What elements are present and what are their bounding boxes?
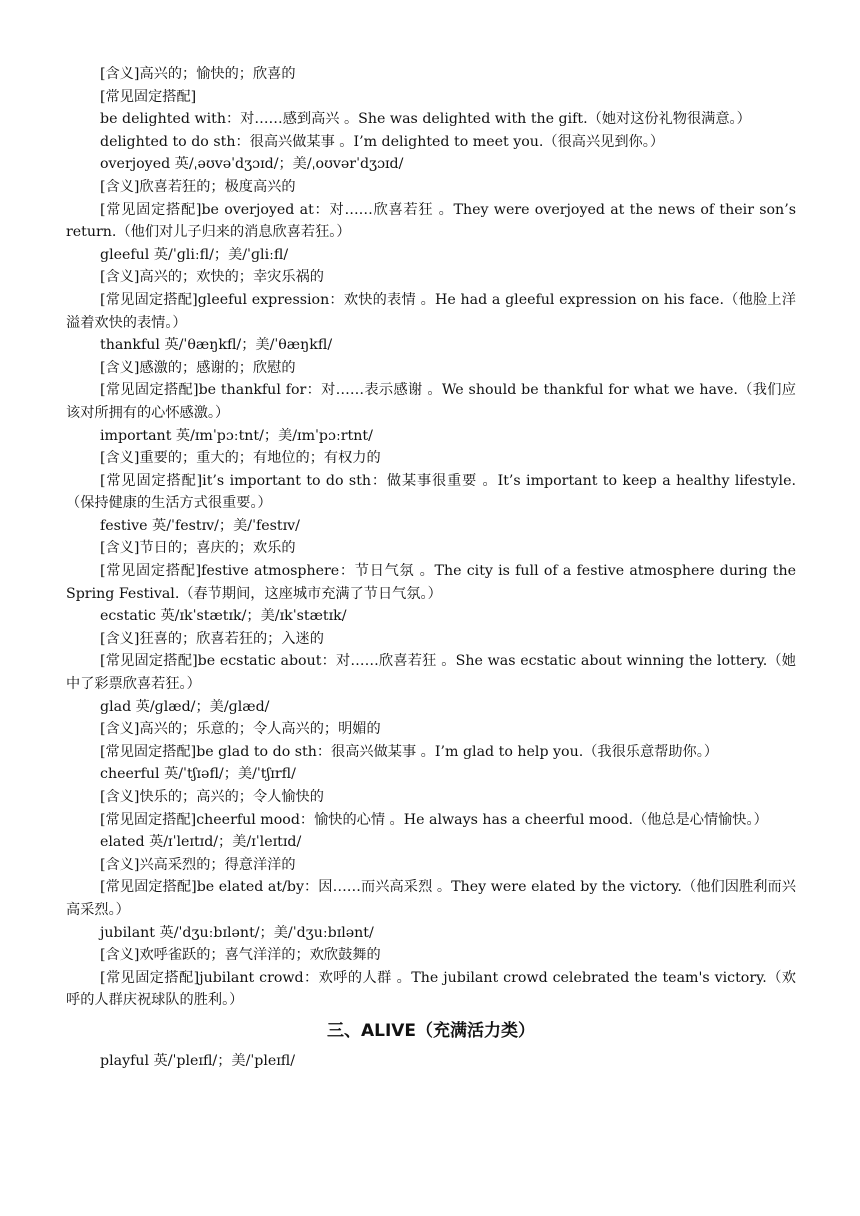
paragraph: thankful 英/ˈθæŋkfl/；美/ˈθæŋkfl/ xyxy=(100,337,333,354)
paragraph: [常见固定搭配]cheerful mood：愉快的心情 。He always has a cheerful mood.（他总是心情愉快。） xyxy=(100,811,768,828)
paragraph: [含义]欣喜若狂的；极度高兴的 xyxy=(100,178,296,195)
paragraph: [常见固定搭配]jubilant crowd：欢呼的人群 。The jubilant crowd celebrated the team's victory.（欢呼的人群庆祝球队的胜利。） xyxy=(66,969,796,1009)
document-body xyxy=(66,63,796,1073)
paragraph: [常见固定搭配]be elated at/by：因……而兴高采烈 。They were elated by the victory.（他们因胜利而兴高采烈。） xyxy=(66,879,796,918)
paragraph: festive 英/ˈfestɪv/；美/ˈfestɪv/ xyxy=(100,517,300,534)
section-heading: 三、ALIVE（充满活力类） xyxy=(326,1020,536,1041)
paragraph: ecstatic 英/ɪkˈstætɪk/；美/ɪkˈstætɪk/ xyxy=(100,608,347,625)
paragraph: overjoyed 英/ˌəʊvəˈdʒɔɪd/；美/ˌoʊvərˈdʒɔɪd/ xyxy=(100,156,404,173)
paragraph: [含义]高兴的；乐意的；令人高兴的；明媚的 xyxy=(100,721,381,738)
paragraph: [含义]兴高采烈的；得意洋洋的 xyxy=(100,856,296,873)
paragraph: be delighted with：对……感到高兴 。She was delighted with the gift.（她对这份礼物很满意。） xyxy=(100,111,751,128)
paragraph: [常见固定搭配]it’s important to do sth：做某事很重要 。It’s important to keep a healthy lifestyle.（保持健康的生活方式很重要。） xyxy=(66,472,796,512)
paragraph: [含义]高兴的；欢快的；幸灾乐祸的 xyxy=(100,269,324,286)
paragraph: [含义]感激的；感谢的；欣慰的 xyxy=(100,359,296,376)
paragraph: [含义]节日的；喜庆的；欢乐的 xyxy=(100,540,296,557)
paragraph: [常见固定搭配]festive atmosphere：节日气氛 。The city is full of a festive atmosphere during the Spring Festival.（春节期间，这座城市充满了节日气氛。） xyxy=(66,563,796,602)
paragraph: [含义]快乐的；高兴的；令人愉快的 xyxy=(100,789,324,805)
paragraph: elated 英/ɪˈleɪtɪd/；美/ɪˈleɪtɪd/ xyxy=(100,834,302,851)
paragraph: jubilant 英/ˈdʒuːbɪlənt/；美/ˈdʒuːbɪlənt/ xyxy=(100,924,374,941)
paragraph: [含义]高兴的；愉快的；欣喜的 xyxy=(100,66,296,82)
paragraph: glad 英/ɡlæd/；美/ɡlæd/ xyxy=(100,698,270,715)
paragraph: playful 英/ˈpleɪfl/；美/ˈpleɪfl/ xyxy=(100,1052,296,1069)
paragraph: [含义]重要的；重大的；有地位的；有权力的 xyxy=(100,450,381,467)
paragraph: [常见固定搭配]be ecstatic about：对……欣喜若狂 。She was ecstatic about winning the lottery.（她中了彩票欣喜若狂。） xyxy=(66,653,796,693)
paragraph: [常见固定搭配]be overjoyed at：对……欣喜若狂 。They were overjoyed at the news of their son’s return.（他们对儿子归来的消息欣喜若狂。） xyxy=(66,201,796,241)
paragraph: [常见固定搭配]be glad to do sth：很高兴做某事 。I’m glad to help you.（我很乐意帮助你。） xyxy=(100,743,719,760)
paragraph: important 英/ɪmˈpɔːtnt/；美/ɪmˈpɔːrtnt/ xyxy=(100,427,373,444)
paragraph: gleeful 英/ˈɡliːfl/；美/ˈɡliːfl/ xyxy=(100,246,289,263)
paragraph: [常见固定搭配]gleeful expression：欢快的表情 。He had a gleeful expression on his face.（他脸上洋溢着欢快的表情。） xyxy=(66,291,796,331)
paragraph: [含义]欢呼雀跃的；喜气洋洋的；欢欣鼓舞的 xyxy=(100,947,381,964)
paragraph: [常见固定搭配]be thankful for：对……表示感谢 。We should be thankful for what we have.（我们应该对所拥有的心怀感激。） xyxy=(66,382,796,421)
paragraph: delighted to do sth：很高兴做某事 。I’m delighted to meet you.（很高兴见到你。） xyxy=(100,133,665,150)
paragraph: cheerful 英/ˈtʃɪəfl/；美/ˈtʃɪrfl/ xyxy=(100,766,296,783)
paragraph: [常见固定搭配] xyxy=(100,88,197,105)
paragraph: [含义]狂喜的；欣喜若狂的；入迷的 xyxy=(100,630,324,647)
